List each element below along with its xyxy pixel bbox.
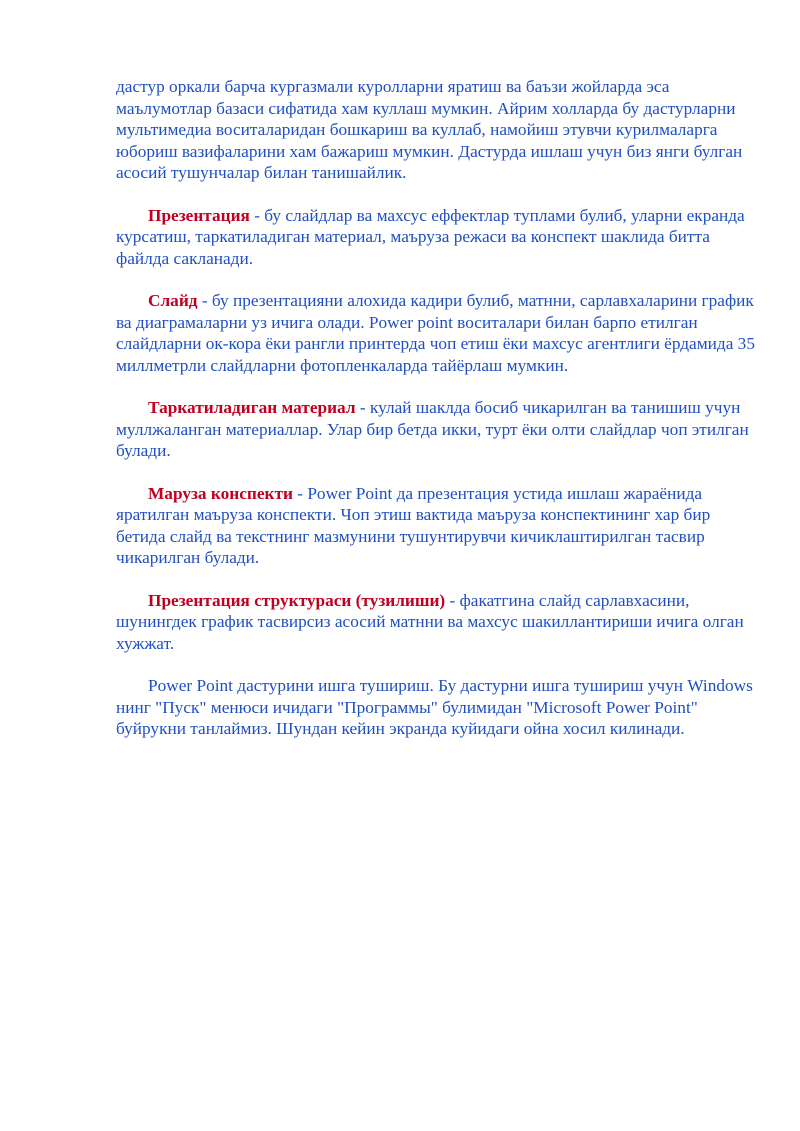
term-lecture-notes: Маруза конспекти [148, 483, 293, 503]
paragraph-text: дастур оркали барча кургазмали куролларни яратиш ва баъзи жойларда эса маълумотлар базаси сифатида хам куллаш мумкин. Айрим холларда бу дастурларни мультимедиа воситаларидан бошкариш ва куллаб, намойиш этувчи курилмаларга юбориш вазифаларини хам бажариш мумкин. Дастурда ишлаш учун биз янги булган асосий тушунчалар билан танишайлик. [116, 77, 743, 182]
term-slide: Слайд [148, 291, 198, 310]
term-handout: Таркатиладиган материал [148, 398, 356, 417]
launch-paragraph [116, 675, 756, 740]
definition-text: - Power Point да презентация устида ишлаш жараёнида яратилган маъруза конспекти. Чоп этиш вактида маъруза конспектининг хар бир бетида слайд ва текстнинг мазмунини тушунтирувчи кичиклаштирилган тасвир чикарилган булади. [116, 483, 711, 567]
document-page [116, 76, 756, 761]
definition-text: - бу слайдлар ва махсус еффектлар туплами булиб, уларни екранда курсатиш, таркатиладиган материал, маъруза режаси ва конспект шаклида битта файлда сакланади. [116, 205, 745, 268]
intro-paragraph [116, 76, 756, 184]
definition-structure [116, 590, 756, 655]
definition-handout [116, 397, 756, 462]
definition-text: - бу презентацияни алохида кадири булиб, матнни, сарлавхаларини график ва диаграмаларни уз ичига олади. Power point воситалари билан барпо етилган слайдларни ок-кора ёки рангли принтерда чоп етиш ёки махсус агентлиги ёрдамида 35 миллметрли слайдларни фотопленкаларда тайёрлаш мумкин. [116, 291, 755, 375]
definition-presentation [116, 205, 756, 270]
definition-lecture-notes [116, 483, 756, 569]
paragraph-text: Power Point дастурини ишга тушириш. Бу дастурни ишга тушириш учун Windows нинг "Пуск" менюси ичидаги "Программы" булимидан "Microsoft Power Point" буйрукни танлаймиз. Шундан кейин экранда куйидаги ойна хосил килинади. [116, 676, 753, 738]
definition-text: - факатгина слайд сарлавхасини, шунингдек график тасвирсиз асосий матнни ва махсус шакиллантириши ичига олган хужжат. [116, 590, 744, 653]
term-structure: Презентация структураси (тузилиши) [148, 590, 446, 610]
definition-text: - кулай шаклда босиб чикарилган ва танишиш учун муллжаланган материаллар. Улар бир бетда икки, турт ёки олти слайдлар чоп этилган булади. [116, 398, 749, 460]
term-presentation: Презентация [148, 205, 250, 225]
definition-slide [116, 290, 756, 376]
